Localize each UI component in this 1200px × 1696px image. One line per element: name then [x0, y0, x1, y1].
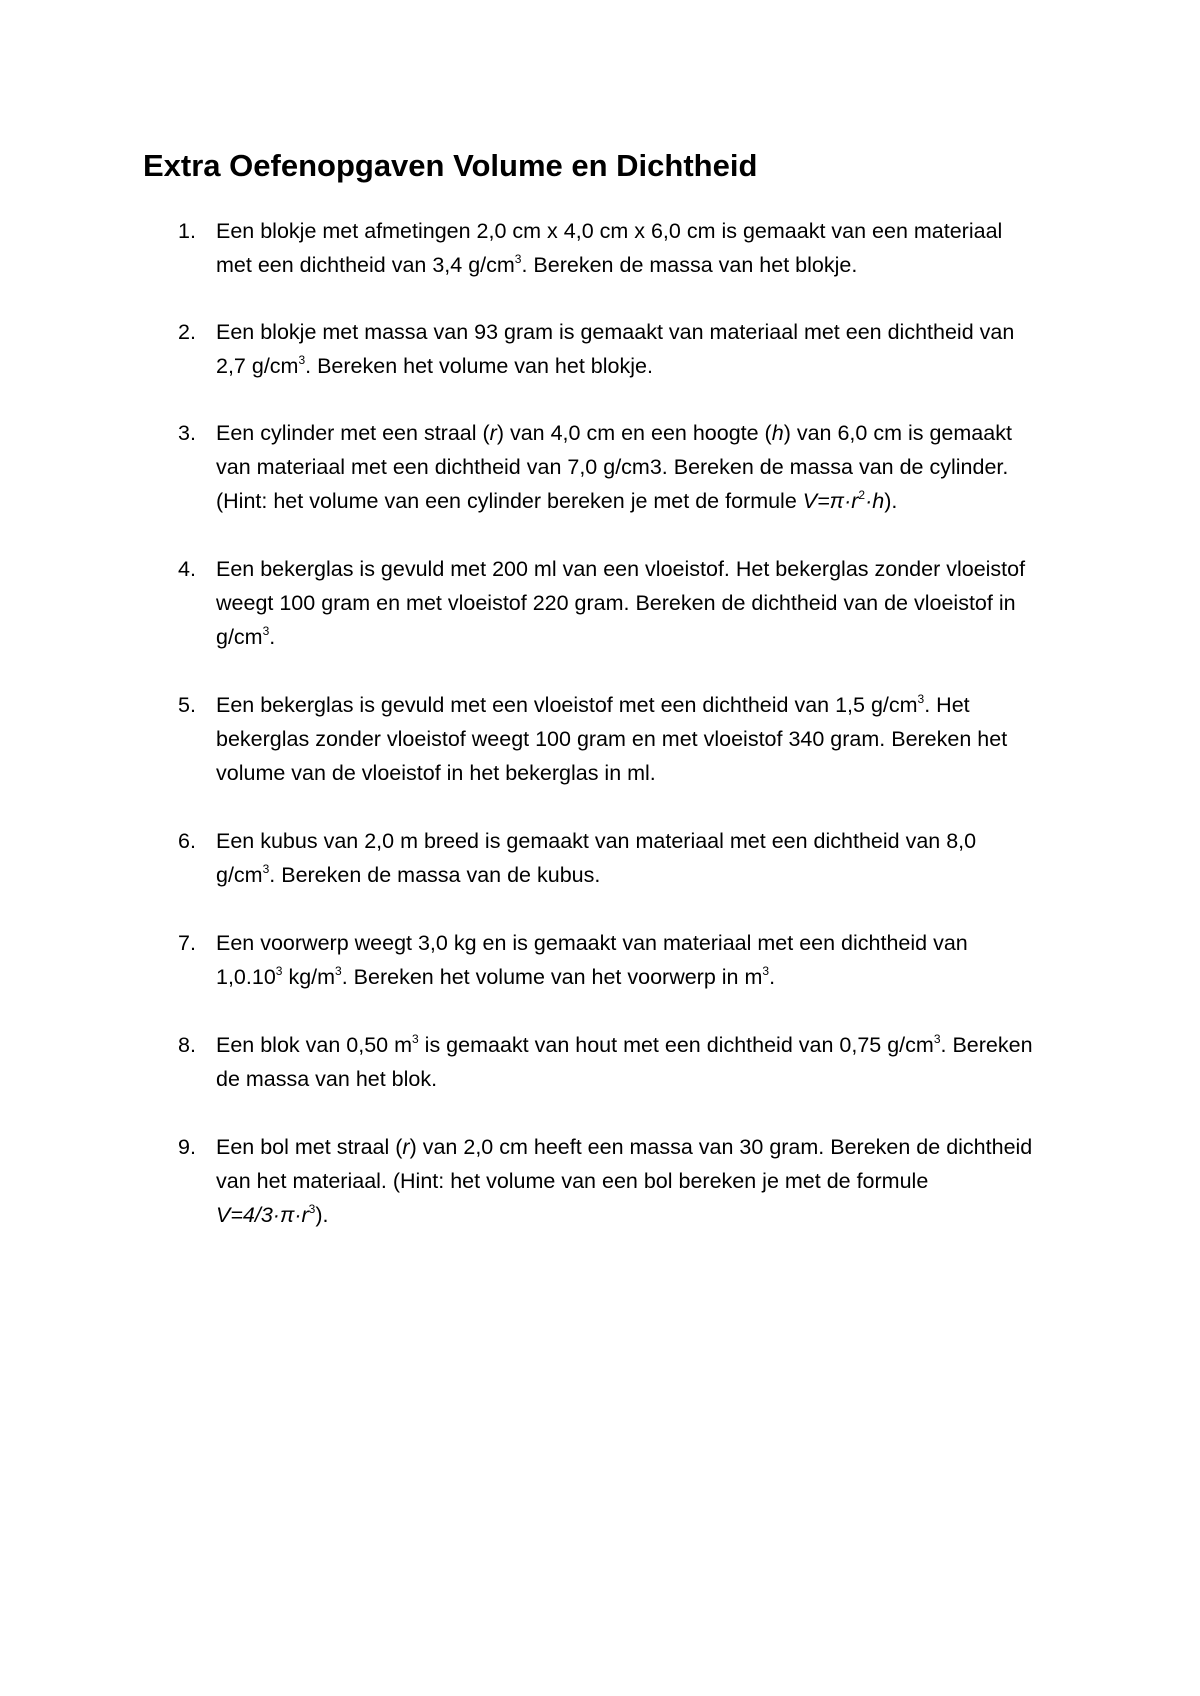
question-line: (Hint: het volume van een cylinder bereken je met de formule $V=\pi\cdot r^2\cdot h$).	[216, 488, 898, 513]
question-text	[216, 1028, 1096, 1096]
question-number: 7.	[178, 931, 196, 955]
question-line: bekerglas zonder vloeistof weegt 100 gram en met vloeistof 340 gram. Bereken het	[216, 727, 1008, 751]
superscript: 3	[514, 252, 522, 266]
question-number: 2.	[178, 320, 196, 344]
question-number: 1.	[178, 219, 196, 243]
question-line: van het materiaal. (Hint: het volume van een bol bereken je met de formule	[216, 1169, 929, 1193]
question-text	[216, 926, 1096, 994]
question-line: volume van de vloeistof in het bekerglas in ml.	[216, 761, 656, 785]
question-number: 9.	[178, 1135, 196, 1159]
question-text	[216, 688, 1096, 790]
superscript: 3	[298, 353, 306, 367]
question-number: 8.	[178, 1033, 196, 1057]
question-line: 1,0.10$^3$ $kg/m^3$. Bereken het volume van het voorwerp in $m^3$.	[216, 964, 776, 989]
question-line: van materiaal met een dichtheid van 7,0 g/cm3. Bereken de massa van de cylinder.	[216, 455, 1009, 479]
superscript: 3	[262, 862, 270, 876]
question-line: Een voorwerp weegt 3,0 kg en is gemaakt van materiaal met een dichtheid van	[216, 931, 968, 955]
superscript: 3	[412, 1032, 419, 1046]
question-text	[216, 824, 1096, 892]
question-line: Een bekerglas is gevuld met 200 ml van een vloeistof. Het bekerglas zonder vloeistof	[216, 557, 1026, 581]
question-text	[216, 1130, 1096, 1232]
question-line: de massa van het blok.	[216, 1067, 438, 1091]
question-number: 4.	[178, 557, 196, 581]
superscript: 3	[762, 964, 770, 978]
question-line: 2,7 $g/cm^3$. Bereken het volume van het blokje.	[216, 353, 653, 378]
question-line: Een cylinder met een straal (r) van 4,0 cm en een hoogte (h) van 6,0 cm is gemaakt	[216, 421, 1012, 445]
question-text	[216, 214, 1096, 282]
question-line: Een blokje met massa van 93 gram is gemaakt van materiaal met een dichtheid van	[216, 320, 1015, 344]
question-number: 6.	[178, 829, 196, 853]
question-text	[216, 552, 1096, 654]
question-text	[216, 416, 1096, 518]
superscript: 3	[917, 692, 925, 706]
question-number: 5.	[178, 693, 196, 717]
question-text	[216, 315, 1096, 383]
question-line: $g/cm^3$. Bereken de massa van de kubus.	[216, 862, 601, 887]
question-number: 3.	[178, 421, 196, 445]
formula: V=4/3·π·r	[216, 1203, 309, 1227]
question-line: Een bol met straal (r) van 2,0 cm heeft een massa van 30 gram. Bereken de dichtheid	[216, 1135, 1033, 1159]
superscript: 2	[858, 488, 866, 502]
question-line: Een blokje met afmetingen 2,0 cm x 4,0 cm x 6,0 cm is gemaakt van een materiaal	[216, 219, 1003, 243]
formula: V=π·r	[802, 489, 859, 513]
superscript: 3	[308, 1202, 316, 1216]
superscript: 3	[335, 964, 342, 978]
formula: ·h	[865, 489, 885, 513]
question-line: Een blok van 0,50 $m^3$ is gemaakt van hout met een dichtheid van 0,75 $g/cm^3$. Bereken	[216, 1032, 1033, 1057]
question-line: met een dichtheid van 3,4 $g/cm^3$. Bereken de massa van het blokje.	[216, 252, 858, 277]
question-line: $g/cm^3$.	[216, 624, 276, 649]
question-line: Een bekerglas is gevuld met een vloeistof met een dichtheid van 1,5 $g/cm^3$. Het	[216, 692, 970, 717]
superscript: 3	[275, 964, 283, 978]
question-line: weegt 100 gram en met vloeistof 220 gram. Bereken de dichtheid van de vloeistof in	[216, 591, 1016, 615]
page-title: Extra Oefenopgaven Volume en Dichtheid	[143, 148, 758, 183]
superscript: 3	[262, 624, 270, 638]
question-line: $V=4/3\cdot\pi\cdot r^3$).	[216, 1202, 329, 1227]
superscript: 3	[933, 1032, 941, 1046]
question-line: Een kubus van 2,0 m breed is gemaakt van materiaal met een dichtheid van 8,0	[216, 829, 977, 853]
